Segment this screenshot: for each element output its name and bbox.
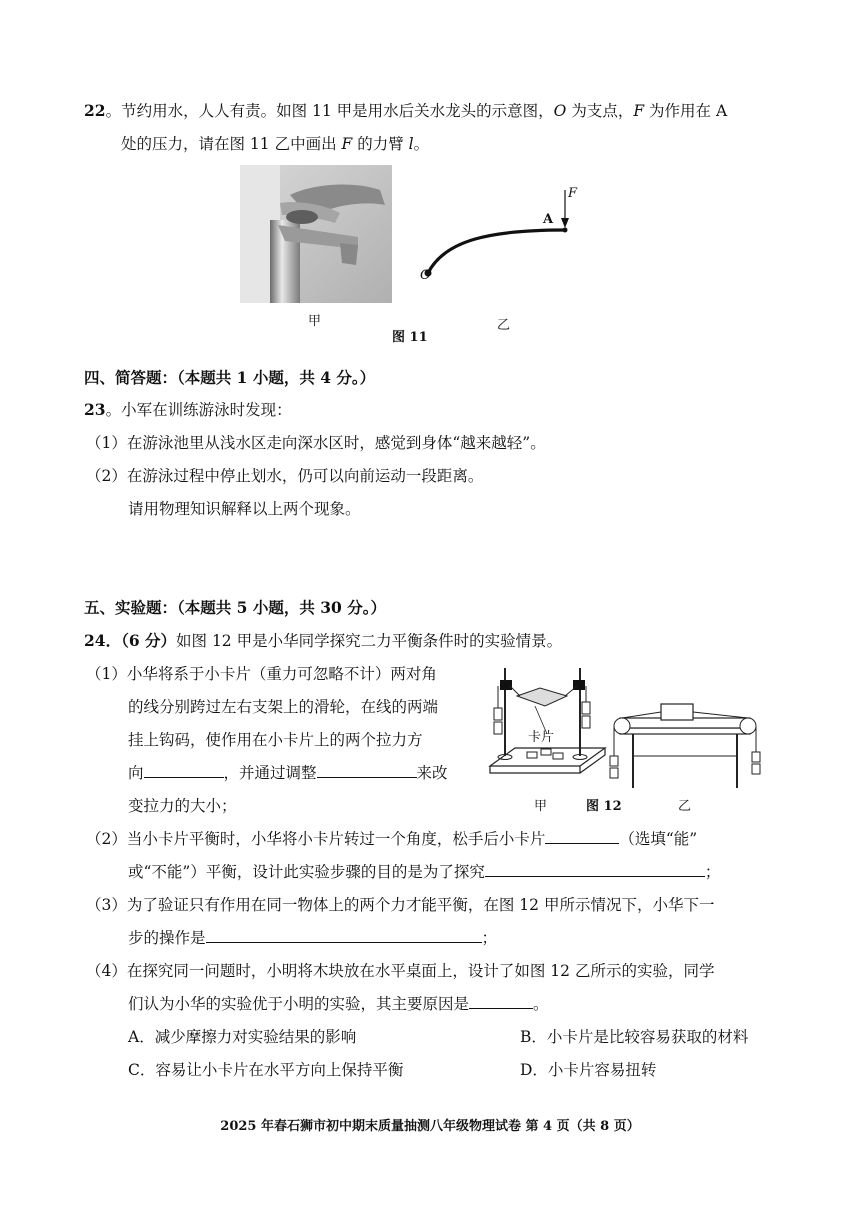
- two-force-apparatus-diagram: [485, 656, 775, 796]
- q24-text: ；: [704, 863, 721, 881]
- lever-diagram: [410, 185, 582, 285]
- faucet-photo: [240, 165, 392, 303]
- q24-text: ，并通过调整: [223, 764, 317, 782]
- q23-number: 23: [84, 400, 106, 419]
- q24-text: 。: [533, 995, 549, 1013]
- force-f-label: F: [568, 186, 578, 201]
- q22-text: 。节约用水，人人有责。如图 11 甲是用水后关水龙头的示意图，: [105, 102, 554, 120]
- fig11-label-yi: 乙: [497, 318, 511, 333]
- q23-part1: （1）在游泳池里从浅水区走向深水区时，感觉到身体“越来越轻”。: [86, 434, 546, 452]
- q24-text: （2）当小卡片平衡时，小华将小卡片转过一个角度，松手后小卡片: [86, 830, 546, 848]
- point-a-label: A: [543, 212, 554, 227]
- card-label: 卡片: [528, 730, 555, 745]
- fig11-label-jia: 甲: [308, 314, 322, 329]
- q22-line1: [84, 101, 727, 121]
- q22-text: 处的压力，请在图 11 乙中画出: [121, 135, 342, 153]
- q24-text: 来改: [416, 764, 448, 782]
- q23-part2: （2）在游泳过程中停止划水，仍可以向前运动一段距离。: [86, 467, 484, 485]
- q23-text: 。小军在训练游泳时发现：: [105, 401, 292, 419]
- section5-title: 五、实验题：（本题共 5 小题，共 30 分。）: [84, 598, 386, 617]
- answer-blank[interactable]: [485, 862, 705, 877]
- q24-text: 们认为小华的实验优于小明的实验，其主要原因是: [128, 995, 470, 1013]
- q22-f: F: [341, 135, 353, 153]
- q24-text: （选填“能”: [619, 830, 698, 848]
- option-b[interactable]: B．小卡片是比较容易获取的材料: [520, 1028, 749, 1046]
- q24-p1-line2: 的线分别跨过左右支架上的滑轮，在线的两端: [128, 698, 439, 716]
- q24-stem: [84, 631, 562, 651]
- fig12-caption: 图 12: [586, 799, 622, 814]
- q23-ask: 请用物理知识解释以上两个现象。: [128, 500, 361, 518]
- fig12-label-jia: 甲: [534, 799, 548, 814]
- q24-p1-line3: 挂上钩码，使作用在小卡片上的两个拉力方: [128, 731, 423, 749]
- q24-p2-line1: [86, 829, 697, 849]
- fig12-label-yi: 乙: [678, 799, 692, 814]
- q24-p4-line2: [128, 994, 549, 1014]
- fig11-caption: 图 11: [392, 330, 428, 345]
- q24-p1-line5: 变拉力的大小；: [128, 797, 237, 815]
- answer-blank[interactable]: [206, 928, 482, 943]
- section4-title: 四、简答题：（本题共 1 小题，共 4 分。）: [84, 368, 376, 387]
- q24-text: 如图 12 甲是小华同学探究二力平衡条件时的实验情景。: [176, 632, 563, 650]
- option-c[interactable]: C．容易让小卡片在水平方向上保持平衡: [128, 1061, 404, 1079]
- q24-p4-line1: （4）在探究同一问题时，小明将木块放在水平桌面上，设计了如图 12 乙所示的实验，同学: [86, 962, 715, 980]
- q22-text: 为支点，: [566, 102, 634, 120]
- q22-text: 为作用在 A: [644, 102, 728, 120]
- option-d[interactable]: D．小卡片容易扭转: [520, 1061, 657, 1079]
- q24-p1-line4: [128, 763, 448, 783]
- answer-blank[interactable]: [545, 829, 619, 844]
- q22-line2: [121, 134, 429, 154]
- answer-blank[interactable]: [144, 763, 224, 778]
- q24-text: 步的操作是: [128, 929, 206, 947]
- q22-text: 的力臂: [352, 135, 409, 153]
- point-o-label: O: [420, 268, 431, 283]
- q22-f: F: [633, 102, 645, 120]
- q24-text: ；: [481, 929, 498, 947]
- answer-blank[interactable]: [317, 763, 417, 778]
- q24-score: ．（6 分）: [105, 631, 177, 650]
- q22-number: 22: [84, 101, 106, 120]
- q23-stem: [84, 400, 292, 420]
- page-footer: 2025 年春石狮市初中期末质量抽测八年级物理试卷 第 4 页（共 8 页）: [220, 1119, 640, 1134]
- q22-o: O: [553, 102, 567, 120]
- q22-text: 。: [413, 135, 430, 153]
- q24-number: 24: [84, 631, 106, 650]
- q24-text: 或“不能”）平衡，设计此实验步骤的目的是为了探究: [128, 863, 485, 881]
- q24-p1-line1: （1）小华将系于小卡片（重力可忽略不计）两对角: [86, 665, 437, 683]
- q22-l: l: [408, 135, 414, 153]
- q24-p2-line2: [128, 862, 720, 882]
- q24-p3-line2: [128, 928, 497, 948]
- answer-blank[interactable]: [469, 994, 533, 1009]
- q24-text: 向: [128, 764, 144, 782]
- q24-p3-line1: （3）为了验证只有作用在同一物体上的两个力才能平衡，在图 12 甲所示情况下，小华下一: [86, 896, 715, 914]
- option-a[interactable]: A．减少摩擦力对实验结果的影响: [128, 1028, 357, 1046]
